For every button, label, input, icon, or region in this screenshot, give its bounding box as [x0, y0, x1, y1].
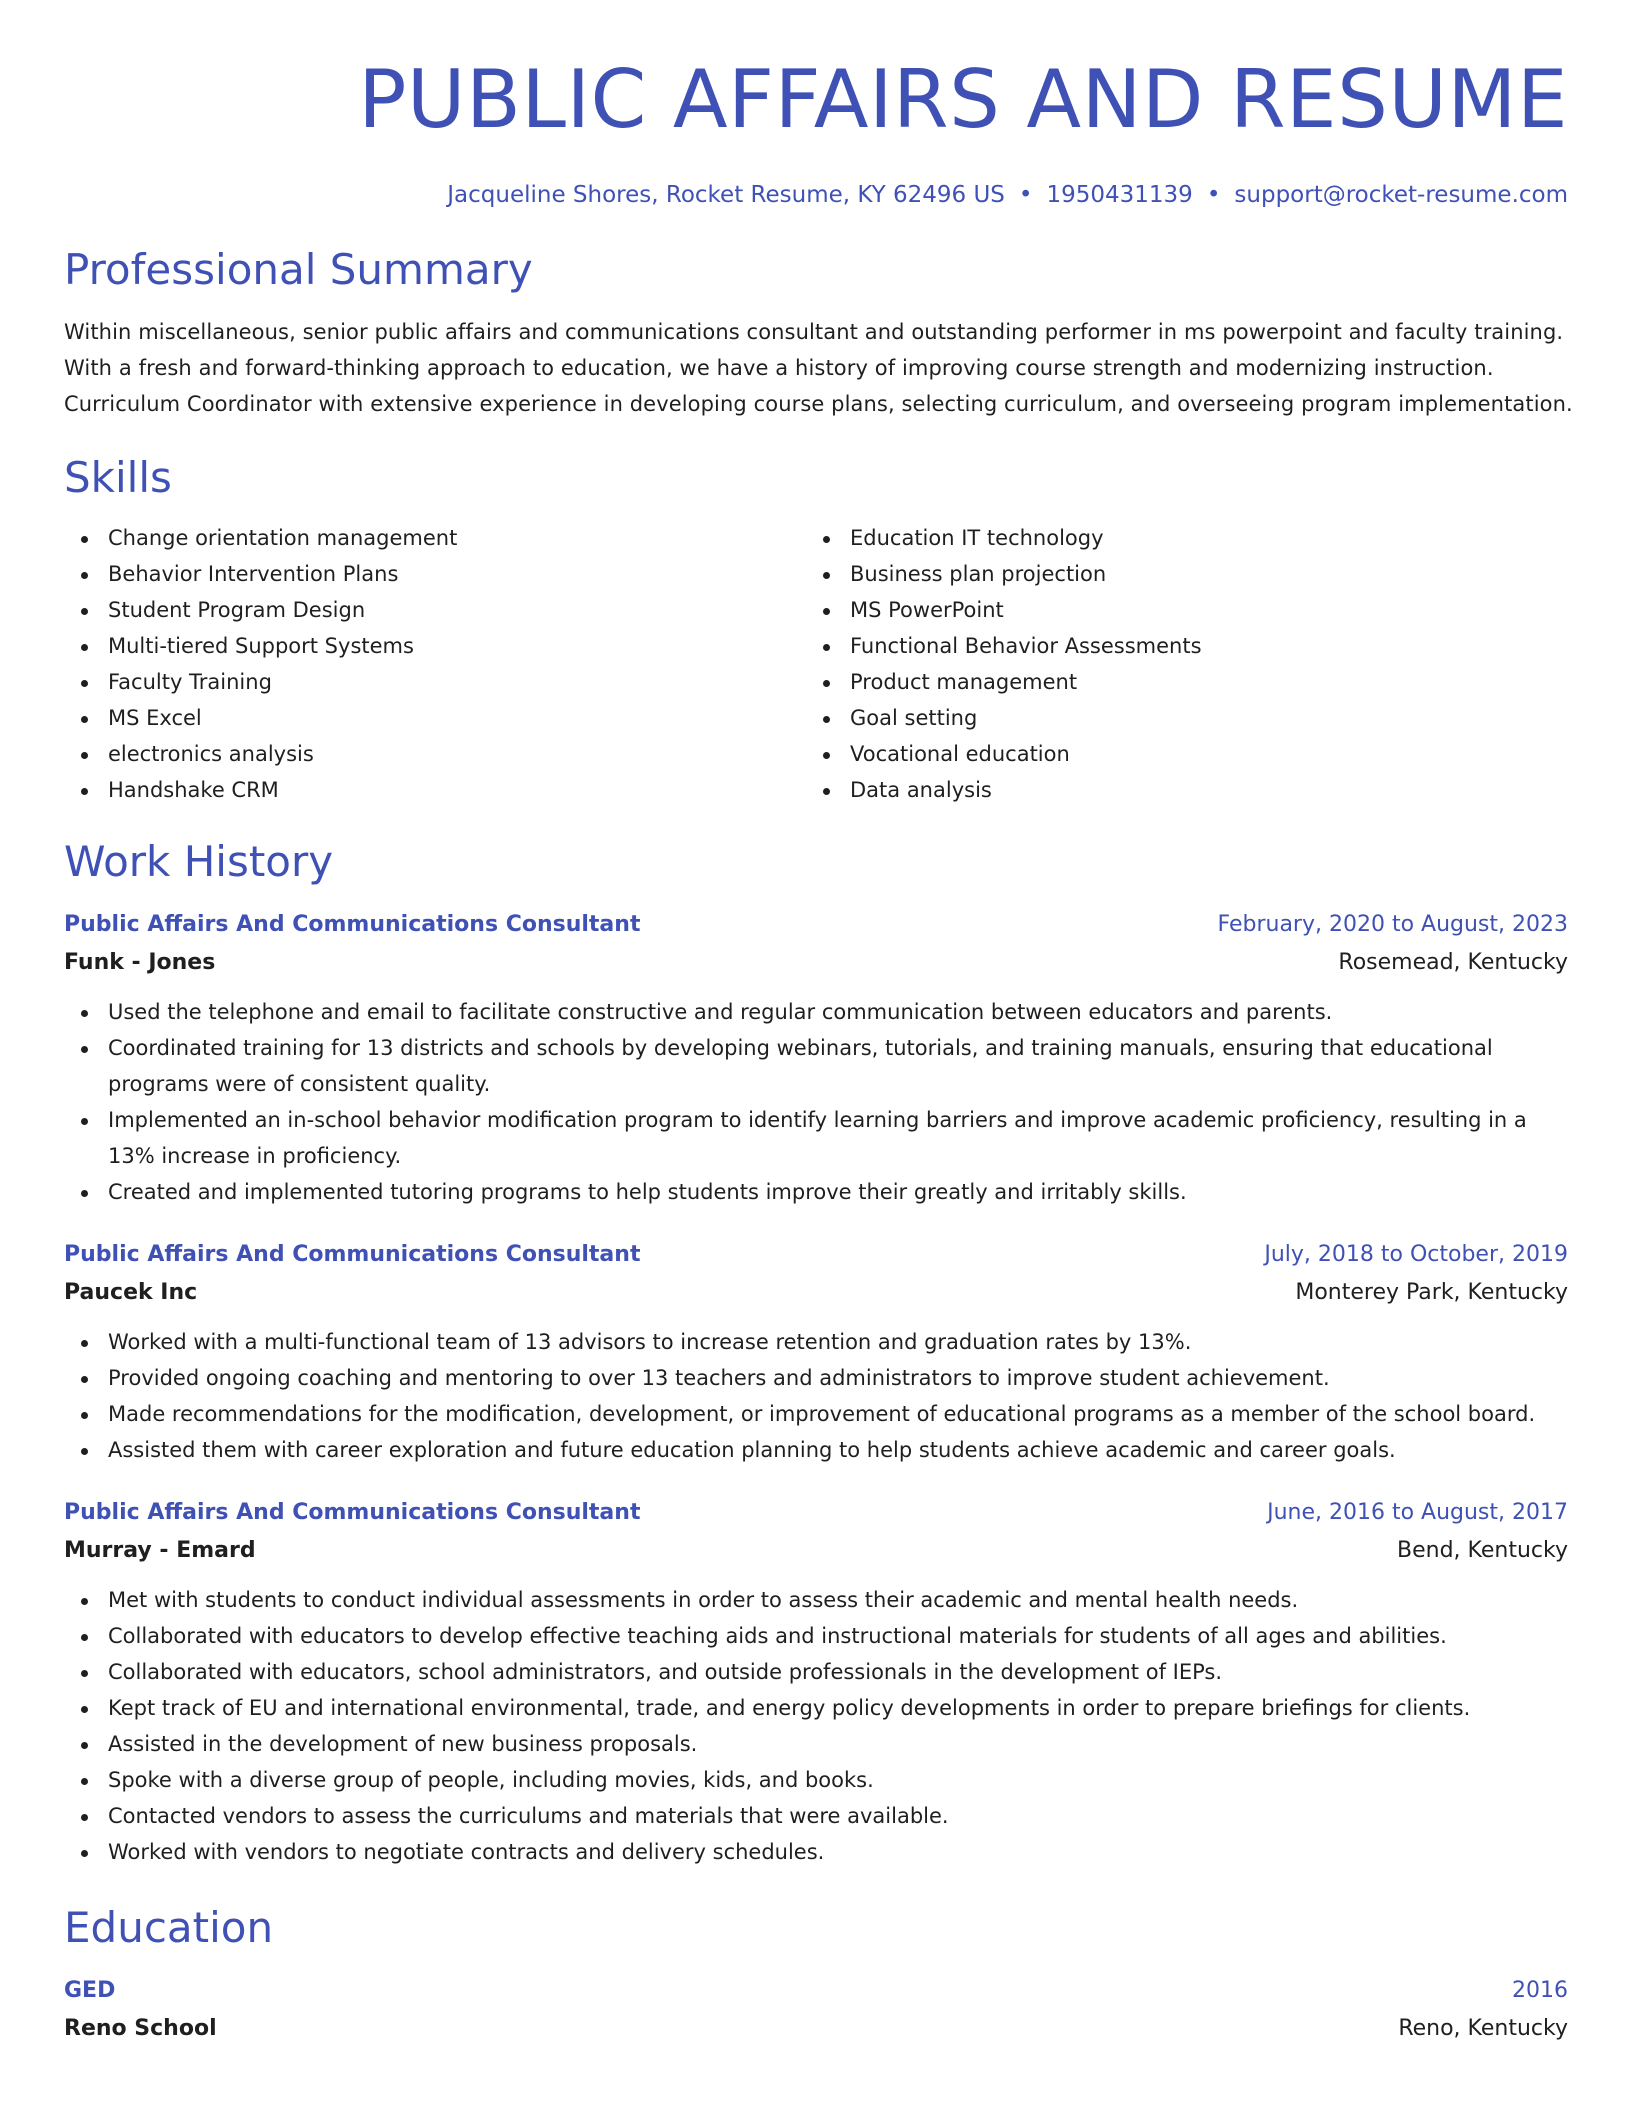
job-bullets — [64, 994, 1568, 1210]
contact-email: support@rocket-resume.com — [1234, 182, 1568, 208]
job-bullet: Used the telephone and email to facilitate constructive and regular communication between educators and parents. — [64, 994, 1568, 1030]
job-bullet: Kept track of EU and international environmental, trade, and energy policy developments in order to prepare briefings for clients. — [64, 1690, 1568, 1726]
job-bullet: Worked with a multi-functional team of 13 advisors to increase retention and graduation rates by 13%. — [64, 1324, 1568, 1360]
job-bullet: Worked with vendors to negotiate contracts and delivery schedules. — [64, 1834, 1568, 1870]
contact-separator: • — [1206, 182, 1221, 208]
skill-item: Faculty Training — [64, 664, 806, 700]
summary-line: With a fresh and forward-thinking approach to education, we have a history of improving course strength and modernizing instruction. — [64, 356, 1494, 380]
job-location: Rosemead, Kentucky — [1338, 950, 1568, 975]
skill-item: Student Program Design — [64, 592, 806, 628]
job-title: Public Affairs And Communications Consultant — [64, 912, 641, 937]
summary-line: Within miscellaneous, senior public affairs and communications consultant and outstanding performer in ms powerpoint and faculty training. — [64, 320, 1564, 344]
skills-list-left — [64, 520, 806, 808]
contact-phone: 1950431139 — [1046, 182, 1193, 208]
skills-list-right — [806, 520, 1568, 808]
education-school: Reno School — [64, 2016, 217, 2041]
summary-text — [64, 314, 1573, 422]
job-entry — [64, 1238, 1568, 1468]
education-entry — [64, 1974, 1568, 2046]
skill-item: Handshake CRM — [64, 772, 806, 808]
job-bullets — [64, 1324, 1568, 1468]
skill-item: Business plan projection — [806, 556, 1568, 592]
job-bullet: Implemented an in-school behavior modification program to identify learning barriers and improve academic proficiency, resulting in a 13% increase in proficiency. — [64, 1102, 1568, 1174]
job-dates: July, 2018 to October, 2019 — [1264, 1242, 1568, 1267]
education-year: 2016 — [1512, 1978, 1568, 2003]
job-entry — [64, 1496, 1568, 1870]
job-title: Public Affairs And Communications Consultant — [64, 1500, 641, 1525]
skill-item: Vocational education — [806, 736, 1568, 772]
resume-header — [64, 0, 1568, 208]
job-bullet: Provided ongoing coaching and mentoring to over 13 teachers and administrators to improve student achievement. — [64, 1360, 1568, 1396]
job-header — [64, 1496, 1568, 1530]
summary-heading: Professional Summary — [64, 245, 533, 294]
job-bullet: Made recommendations for the modification, development, or improvement of educational programs as a member of the school board. — [64, 1396, 1568, 1432]
job-location: Bend, Kentucky — [1397, 1538, 1568, 1563]
skill-item: Data analysis — [806, 772, 1568, 808]
skill-item: Goal setting — [806, 700, 1568, 736]
education-location: Reno, Kentucky — [1398, 2016, 1568, 2041]
education-degree: GED — [64, 1978, 116, 2003]
contact-separator: • — [1018, 182, 1033, 208]
job-location: Monterey Park, Kentucky — [1295, 1280, 1568, 1305]
job-bullet: Created and implemented tutoring programs to help students improve their greatly and irritably skills. — [64, 1174, 1568, 1210]
job-bullet: Contacted vendors to assess the curriculums and materials that were available. — [64, 1798, 1568, 1834]
job-subheader — [64, 946, 1568, 980]
skill-item: electronics analysis — [64, 736, 806, 772]
work-history-heading: Work History — [64, 837, 334, 886]
skill-item: MS Excel — [64, 700, 806, 736]
job-bullet: Spoke with a diverse group of people, including movies, kids, and books. — [64, 1762, 1568, 1798]
job-company: Funk - Jones — [64, 950, 216, 975]
skill-item: Behavior Intervention Plans — [64, 556, 806, 592]
job-company: Paucek Inc — [64, 1280, 198, 1305]
job-dates: June, 2016 to August, 2017 — [1267, 1500, 1568, 1525]
skill-item: Education IT technology — [806, 520, 1568, 556]
job-bullets — [64, 1582, 1568, 1870]
education-heading: Education — [64, 1903, 274, 1952]
job-bullet: Assisted in the development of new business proposals. — [64, 1726, 1568, 1762]
job-dates: February, 2020 to August, 2023 — [1217, 912, 1568, 937]
skills-grid — [64, 520, 1568, 808]
job-header — [64, 1238, 1568, 1272]
job-entry — [64, 908, 1568, 1210]
job-bullet: Collaborated with educators, school administrators, and outside professionals in the development of IEPs. — [64, 1654, 1568, 1690]
skill-item: Change orientation management — [64, 520, 806, 556]
summary-line: Curriculum Coordinator with extensive experience in developing course plans, selecting curriculum, and overseeing program implementation. — [64, 392, 1573, 416]
skill-item: Product management — [806, 664, 1568, 700]
job-subheader — [64, 1534, 1568, 1568]
job-title: Public Affairs And Communications Consultant — [64, 1242, 641, 1267]
contact-address: Jacqueline Shores, Rocket Resume, KY 62496 US — [447, 182, 1005, 208]
job-header — [64, 908, 1568, 942]
job-company: Murray - Emard — [64, 1538, 256, 1563]
contact-line — [64, 182, 1568, 208]
job-subheader — [64, 1276, 1568, 1310]
education-subheader — [64, 2012, 1568, 2046]
job-bullet: Coordinated training for 13 districts and schools by developing webinars, tutorials, and training manuals, ensuring that educational programs were of consistent quality. — [64, 1030, 1568, 1102]
resume-title: PUBLIC AFFAIRS AND RESUME — [358, 53, 1568, 146]
skill-item: MS PowerPoint — [806, 592, 1568, 628]
job-bullet: Met with students to conduct individual assessments in order to assess their academic and mental health needs. — [64, 1582, 1568, 1618]
education-header — [64, 1974, 1568, 2008]
skill-item: Functional Behavior Assessments — [806, 628, 1568, 664]
skill-item: Multi-tiered Support Systems — [64, 628, 806, 664]
job-bullet: Collaborated with educators to develop effective teaching aids and instructional materials for students of all ages and abilities. — [64, 1618, 1568, 1654]
job-bullet: Assisted them with career exploration and future education planning to help students achieve academic and career goals. — [64, 1432, 1568, 1468]
skills-heading: Skills — [64, 453, 172, 502]
